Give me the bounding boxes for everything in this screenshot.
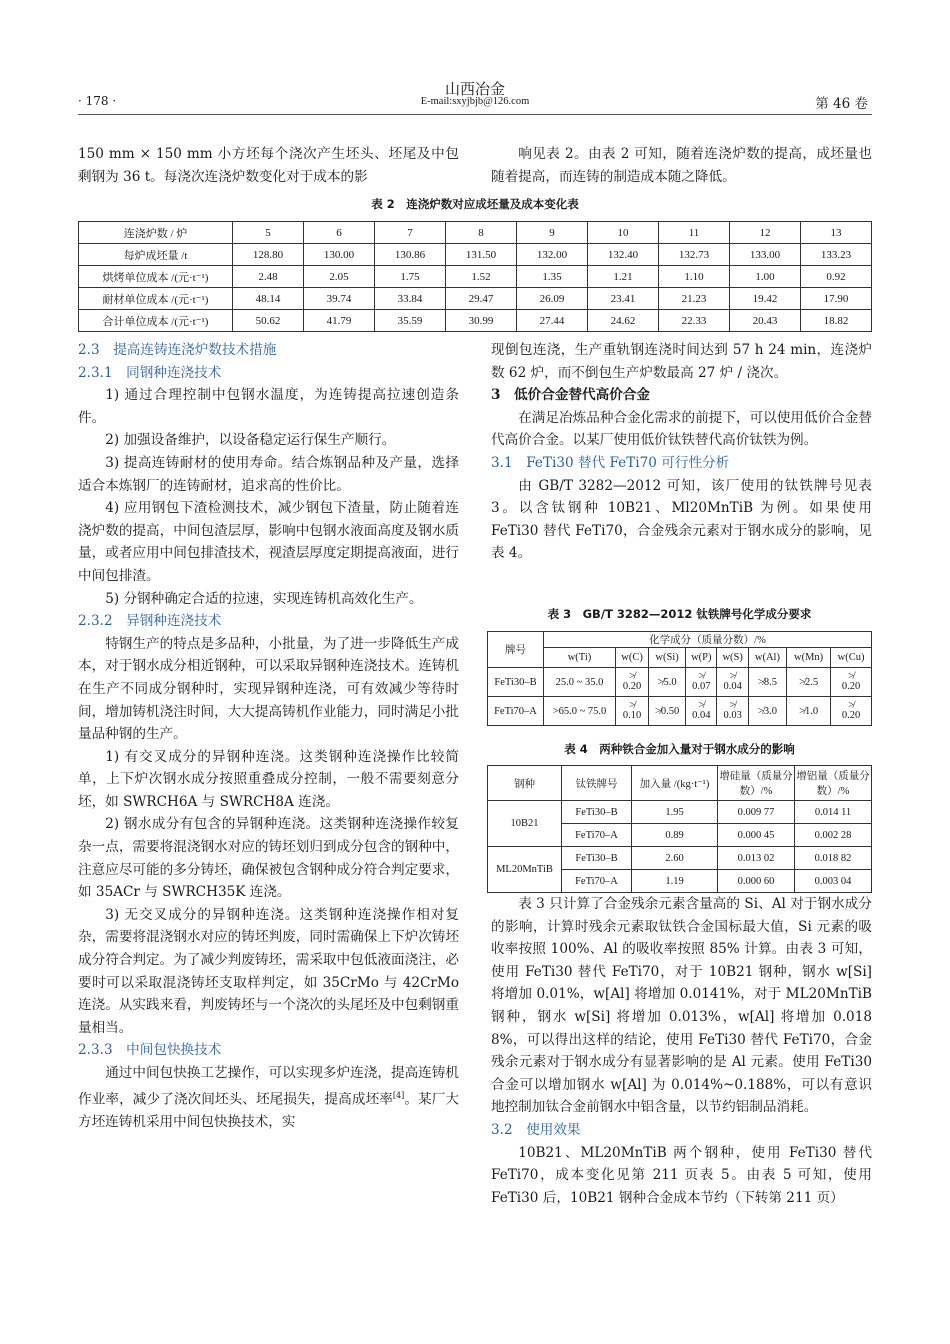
right-column-upper — [491, 339, 872, 565]
table-cell: 132.73 — [659, 244, 730, 266]
table-row — [488, 801, 872, 824]
table-cell: 13 — [801, 222, 872, 244]
table-cell: FeTi70–A — [562, 824, 632, 847]
table-cell — [748, 668, 786, 697]
table-cell: 17.90 — [801, 288, 872, 310]
column-header: w(Si) — [649, 648, 686, 668]
table-cell: 133.23 — [801, 244, 872, 266]
paragraph — [78, 1062, 459, 1133]
not-greater-symbol: ≯ — [629, 700, 635, 711]
table-cell: 20.43 — [730, 310, 801, 332]
table-row — [79, 244, 872, 266]
not-greater-symbol: ≯ — [698, 700, 705, 711]
not-greater-symbol: ≯ — [799, 676, 805, 688]
table-cell: 0.018 82 — [795, 847, 872, 870]
table-header-row — [488, 766, 872, 801]
table-cell: 1.35 — [517, 266, 588, 288]
table-cell: 26.09 — [517, 288, 588, 310]
column-header: 增铝量（质量分数）/% — [795, 766, 872, 801]
table-cell: 7 — [375, 222, 446, 244]
journal-email: E-mail:sxyjbjb@126.com — [420, 96, 530, 107]
table-row — [79, 288, 872, 310]
table-cell: 0.014 11 — [795, 801, 872, 824]
table4-caption: 表 4 两种铁合金加入量对于钢水成分的影响 — [564, 742, 795, 756]
table-cell: 9 — [517, 222, 588, 244]
paragraph: 响见表 2。由表 2 可知，随着连浇炉数的提高，成坯量也随着提高，而连铸的制造成本随之降低。 — [491, 146, 872, 185]
section-3-2: 3.2 使用效果 — [491, 1121, 581, 1138]
stacked-value — [692, 701, 710, 721]
column-header: 加入量 /(kg·t⁻¹) — [632, 766, 718, 801]
not-greater-symbol: ≯ — [799, 705, 805, 717]
table-cell: 132.00 — [517, 244, 588, 266]
table-cell: 24.62 — [588, 310, 659, 332]
column-group-header: 化学成分（质量分数）/% — [544, 632, 872, 648]
table-cell — [717, 697, 748, 726]
table-cell — [717, 668, 748, 697]
not-greater-symbol: ≯ — [654, 705, 661, 717]
page-number: · 178 · — [78, 94, 117, 108]
table-cell: 48.14 — [233, 288, 304, 310]
grade-cell: FeTi30–B — [488, 668, 544, 697]
column-header: w(Cu) — [831, 648, 872, 668]
table-cell: FeTi70–A — [562, 870, 632, 893]
cell-value: 0.20 — [841, 681, 861, 692]
table-cell: 8 — [446, 222, 517, 244]
row-header: 烘烤单位成本 /(元·t⁻¹) — [79, 266, 233, 288]
cell-value: 0.10 — [622, 710, 642, 721]
stacked-value — [623, 701, 641, 721]
paragraph: 150 mm × 150 mm 小方坯每个浇次产生坯头、坯尾及中包剩钢为 36 t。每浇次连浇炉数变化对于成本的影 — [78, 146, 459, 185]
table-cell: 132.40 — [588, 244, 659, 266]
column-header: 钛铁牌号 — [562, 766, 632, 801]
table-cell: FeTi30–B — [562, 847, 632, 870]
table-cell: 25.0 ~ 35.0 — [544, 668, 616, 697]
paragraph: 现倒包连浇，生产重轨钢连浇时间达到 57 h 24 min，连浇炉数 62 炉，而不倒包生产炉数最高 27 炉 / 浇次。 — [491, 342, 872, 381]
cell-value: 5.0 — [663, 676, 677, 688]
paragraph: 1) 有交叉成分的异钢种连浇。这类钢种连浇操作比较简单，上下炉次钢水成分按照重叠成分控制，一般不需要刻意分坯，如 SWRCH6A 与 SWRCH8A 连浇。 — [78, 748, 459, 810]
table-cell — [686, 697, 717, 726]
table-cell: 21.23 — [659, 288, 730, 310]
not-greater-symbol: ≯ — [757, 705, 764, 717]
stacked-value — [723, 672, 741, 692]
section-2-3: 2.3 提高连铸连浇炉数技术措施 — [78, 342, 277, 358]
table-header-row — [488, 648, 872, 668]
table-cell: 27.44 — [517, 310, 588, 332]
table-cell: 1.95 — [632, 801, 718, 824]
grade-cell: FeTi70–A — [488, 697, 544, 726]
table-cell: 131.50 — [446, 244, 517, 266]
column-header: 增硅量（质量分数）/% — [718, 766, 795, 801]
left-top-text — [78, 143, 459, 188]
table-cell — [831, 697, 872, 726]
table-cell: 35.59 — [375, 310, 446, 332]
table-cell: FeTi30–B — [562, 801, 632, 824]
table-cell: >65.0 ~ 75.0 — [544, 697, 616, 726]
table-cell: 0.000 60 — [718, 870, 795, 893]
header-rule — [78, 114, 872, 115]
not-greater-symbol: ≯ — [657, 676, 664, 688]
column-header: w(Al) — [748, 648, 786, 668]
paragraph: 表 3 只计算了合金残余元素含量高的 Si、Al 对于钢水成分的影响，计算时残余元素取钛铁合金国标最大值，Si 元素的吸收率按照 100%、Al 的吸收率按照 85% 计算。由表 3 可知，使用 FeTi30 替代 FeTi70，对于 10B21 钢种，钢水 w[Si] 将增加 0.01%，w[Al] 将增加 0.0141%，对于 ML20MnTiB 钢种，钢水 w[Si] 将增加 0.013%，w[Al] 将增加 0.018 8%，可以得出这样的结论，使用 FeTi30 替代 FeTi70，合金残余元素对于钢水成分有显著影响的是 Al 元素。使用 FeTi30 合金可以增加钢水 w[Al] 为 0.014%~0.188%，可以有意识地控制加钛合金前钢水中铝含量，以节约铝制品消耗。 — [491, 896, 872, 1116]
table-cell: 41.79 — [304, 310, 375, 332]
cell-value: 0.20 — [622, 681, 642, 692]
table-cell: 128.80 — [233, 244, 304, 266]
stacked-value — [723, 701, 741, 721]
right-top-text — [491, 143, 872, 188]
table-row — [488, 847, 872, 870]
paragraph: 10B21、ML20MnTiB 两个钢种，使用 FeTi30 替代 FeTi70，成本变化见第 211 页表 5。由表 5 可知，使用 FeTi30 后，10B21 钢种合金成本节约（下转第 211 页） — [491, 1144, 872, 1206]
row-header: 耐材单位成本 /(元·t⁻¹) — [79, 288, 233, 310]
table-row — [488, 697, 872, 726]
table-row — [79, 310, 872, 332]
cell-value: 0.50 — [660, 705, 680, 717]
table-cell — [787, 697, 831, 726]
table-cell: 11 — [659, 222, 730, 244]
column-header: 钢种 — [488, 766, 562, 801]
cell-value: 8.5 — [763, 676, 777, 688]
table-cell: 6 — [304, 222, 375, 244]
table4 — [487, 765, 872, 893]
cell-value: 0.04 — [692, 710, 711, 721]
table-cell: 1.21 — [588, 266, 659, 288]
table-cell — [616, 697, 649, 726]
steel-cell: 10B21 — [488, 801, 562, 847]
table-cell: 22.33 — [659, 310, 730, 332]
table-cell: 23.41 — [588, 288, 659, 310]
column-header: w(Ti) — [544, 648, 616, 668]
cell-value: 0.03 — [723, 710, 742, 721]
table-cell — [616, 668, 649, 697]
paragraph: 由 GB/T 3282—2012 可知，该厂使用的钛铁牌号见表 3。以含钛钢种 10B21、Ml20MnTiB 为例。如果使用 FeTi30 替代 FeTi70，合金残余元素对于钢水成分的影响，见表 4。 — [491, 477, 872, 562]
cell-value: 0.07 — [692, 681, 711, 692]
not-greater-symbol: ≯ — [729, 671, 736, 682]
stacked-value — [842, 672, 860, 692]
paragraph-text: 通过中间包快换工艺操作，可以实现多炉连浇，提高连铸机作业率，减少了浇次间坯头、坯尾损失，提高成坯率 — [78, 1065, 459, 1108]
table-cell: 33.84 — [375, 288, 446, 310]
row-header: 连浇炉数 / 炉 — [79, 222, 233, 244]
column-header: w(P) — [686, 648, 717, 668]
table-cell: 30.99 — [446, 310, 517, 332]
table-cell: 12 — [730, 222, 801, 244]
cell-value: 1.0 — [804, 705, 819, 717]
table-cell: 50.62 — [233, 310, 304, 332]
table-cell: 39.74 — [304, 288, 375, 310]
paragraph: 在满足冶炼品种合金化需求的前提下，可以使用低价合金替代高价合金。以某厂使用低价钛铁替代高价钛铁为例。 — [491, 409, 872, 449]
section-3: 3 低价合金替代高价合金 — [491, 387, 650, 404]
table-cell: 0.92 — [801, 266, 872, 288]
table-header-row — [488, 632, 872, 648]
paragraph: 3) 无交叉成分的异钢种连浇。这类钢种连浇操作相对复杂，需要将混浇钢水对应的铸坯判废，同时需确保上下炉次铸坯成分符合判定。为了减少判废铸坯，需采取中包低液面浇注，必要时可以采取混浇铸坯支取样判定，如 35CrMo 与 42CrMo 连浇。从实践来看，判废铸坯与一个浇次的头尾坯及中包剩钢重量相当。 — [78, 906, 459, 1036]
not-greater-symbol: ≯ — [698, 671, 705, 682]
table-cell: 1.10 — [659, 266, 730, 288]
table-cell — [686, 668, 717, 697]
cell-value: 3.0 — [763, 705, 777, 717]
table-cell — [787, 668, 831, 697]
column-header: w(S) — [717, 648, 748, 668]
table-cell: 1.52 — [446, 266, 517, 288]
paragraph-text: 。某厂大方坯连铸机采用中间包快换技术，实 — [78, 1091, 459, 1130]
table2-caption: 表 2 连浇炉数对应成坯量及成本变化表 — [371, 197, 579, 211]
table-cell: 29.47 — [446, 288, 517, 310]
paragraph: 特钢生产的特点是多品种，小批量，为了进一步降低生产成本，对于钢水成分相近钢种，可以采取异钢种连浇技术。连铸机在生产不同成分钢种时，实现异钢种连浇，可有效减少等待时间，增加铸机浇注时间，大大提高铸机作业能力，同时满足小批量品种钢的生产。 — [78, 635, 459, 743]
table-cell: 10 — [588, 222, 659, 244]
cell-value: 0.20 — [841, 710, 861, 721]
right-column-lower — [491, 893, 872, 1209]
table-cell: 0.003 04 — [795, 870, 872, 893]
paragraph: 4) 应用钢包下渣检测技术，减少钢包下渣量，防止随着连浇炉数的提高，中间包渣层厚，影响中包钢水液面高度及钢水质量，或者应用中间包排渣技术，视渣层厚度定期提高液面，进行中间包排渣。 — [78, 500, 459, 584]
table3 — [487, 631, 872, 726]
volume-label: 第 46 卷 — [815, 96, 868, 112]
paragraph: 3) 提高连铸耐材的使用寿命。结合炼钢品种及产量，选择适合本炼钢厂的连铸耐材，追求高的性价比。 — [78, 454, 459, 494]
section-2-3-2: 2.3.2 异钢种连浇技术 — [78, 613, 222, 630]
table-cell: 0.009 77 — [718, 801, 795, 824]
table-cell: 0.000 45 — [718, 824, 795, 847]
cell-value: 2.5 — [804, 676, 819, 688]
table-cell: 1.19 — [632, 870, 718, 893]
table2 — [78, 221, 872, 332]
table-row — [79, 266, 872, 288]
journal-title: 山西冶金 — [444, 80, 505, 98]
table-cell — [649, 668, 686, 697]
not-greater-symbol: ≯ — [629, 671, 635, 682]
table-cell: 133.00 — [730, 244, 801, 266]
row-header: 合计单位成本 /(元·t⁻¹) — [79, 310, 233, 332]
table-cell: 2.60 — [632, 847, 718, 870]
column-header: w(Mn) — [787, 648, 831, 668]
table-cell: 1.00 — [730, 266, 801, 288]
steel-cell: ML20MnTiB — [488, 847, 562, 893]
table-cell: 0.002 28 — [795, 824, 872, 847]
table-row — [488, 668, 872, 697]
citation: [4] — [392, 1090, 405, 1100]
table-cell — [831, 668, 872, 697]
table-cell: 130.00 — [304, 244, 375, 266]
paragraph: 5) 分钢种确定合适的拉速，实现连铸机高效化生产。 — [105, 590, 423, 607]
section-2-3-1: 2.3.1 同钢种连浇技术 — [78, 364, 222, 381]
paragraph: 1) 通过合理控制中包钢水温度，为连铸提高拉速创造条件。 — [78, 387, 459, 426]
table-cell — [649, 697, 686, 726]
table-cell: 2.48 — [233, 266, 304, 288]
table-row — [79, 222, 872, 244]
table-cell — [748, 697, 786, 726]
left-column — [78, 339, 459, 1133]
table-cell: 0.89 — [632, 824, 718, 847]
cell-value: 0.04 — [723, 681, 742, 692]
table-cell: 0.013 02 — [718, 847, 795, 870]
paragraph: 2) 加强设备维护，以设备稳定运行保生产顺行。 — [105, 432, 396, 449]
not-greater-symbol: ≯ — [729, 700, 736, 711]
table-cell: 1.75 — [375, 266, 446, 288]
not-greater-symbol: ≯ — [848, 671, 855, 682]
not-greater-symbol: ≯ — [848, 700, 855, 711]
table-cell: 18.82 — [801, 310, 872, 332]
paragraph: 2) 钢水成分有包含的异钢种连浇。这类钢种连浇操作较复杂一点，需要将混浇钢水对应的铸坯划归到成分包含的钢种中，注意应尽可能的多分铸坯，确保被包含钢种成分符合判定要求，如 35ACr 与 SWRCH35K 连浇。 — [78, 816, 459, 901]
table-cell: 130.86 — [375, 244, 446, 266]
column-header: w(C) — [616, 648, 649, 668]
table3-caption: 表 3 GB/T 3282—2012 钛铁牌号化学成分要求 — [547, 607, 812, 621]
table-cell: 19.42 — [730, 288, 801, 310]
stacked-value — [623, 672, 641, 692]
column-header: 牌号 — [488, 632, 544, 668]
table-cell: 2.05 — [304, 266, 375, 288]
section-2-3-3: 2.3.3 中间包快换技术 — [78, 1042, 222, 1059]
stacked-value — [692, 672, 710, 692]
section-3-1: 3.1 FeTi30 替代 FeTi70 可行性分析 — [491, 454, 730, 471]
stacked-value — [842, 701, 860, 721]
row-header: 每炉成坯量 /t — [79, 244, 233, 266]
not-greater-symbol: ≯ — [757, 676, 764, 688]
table-cell: 5 — [233, 222, 304, 244]
